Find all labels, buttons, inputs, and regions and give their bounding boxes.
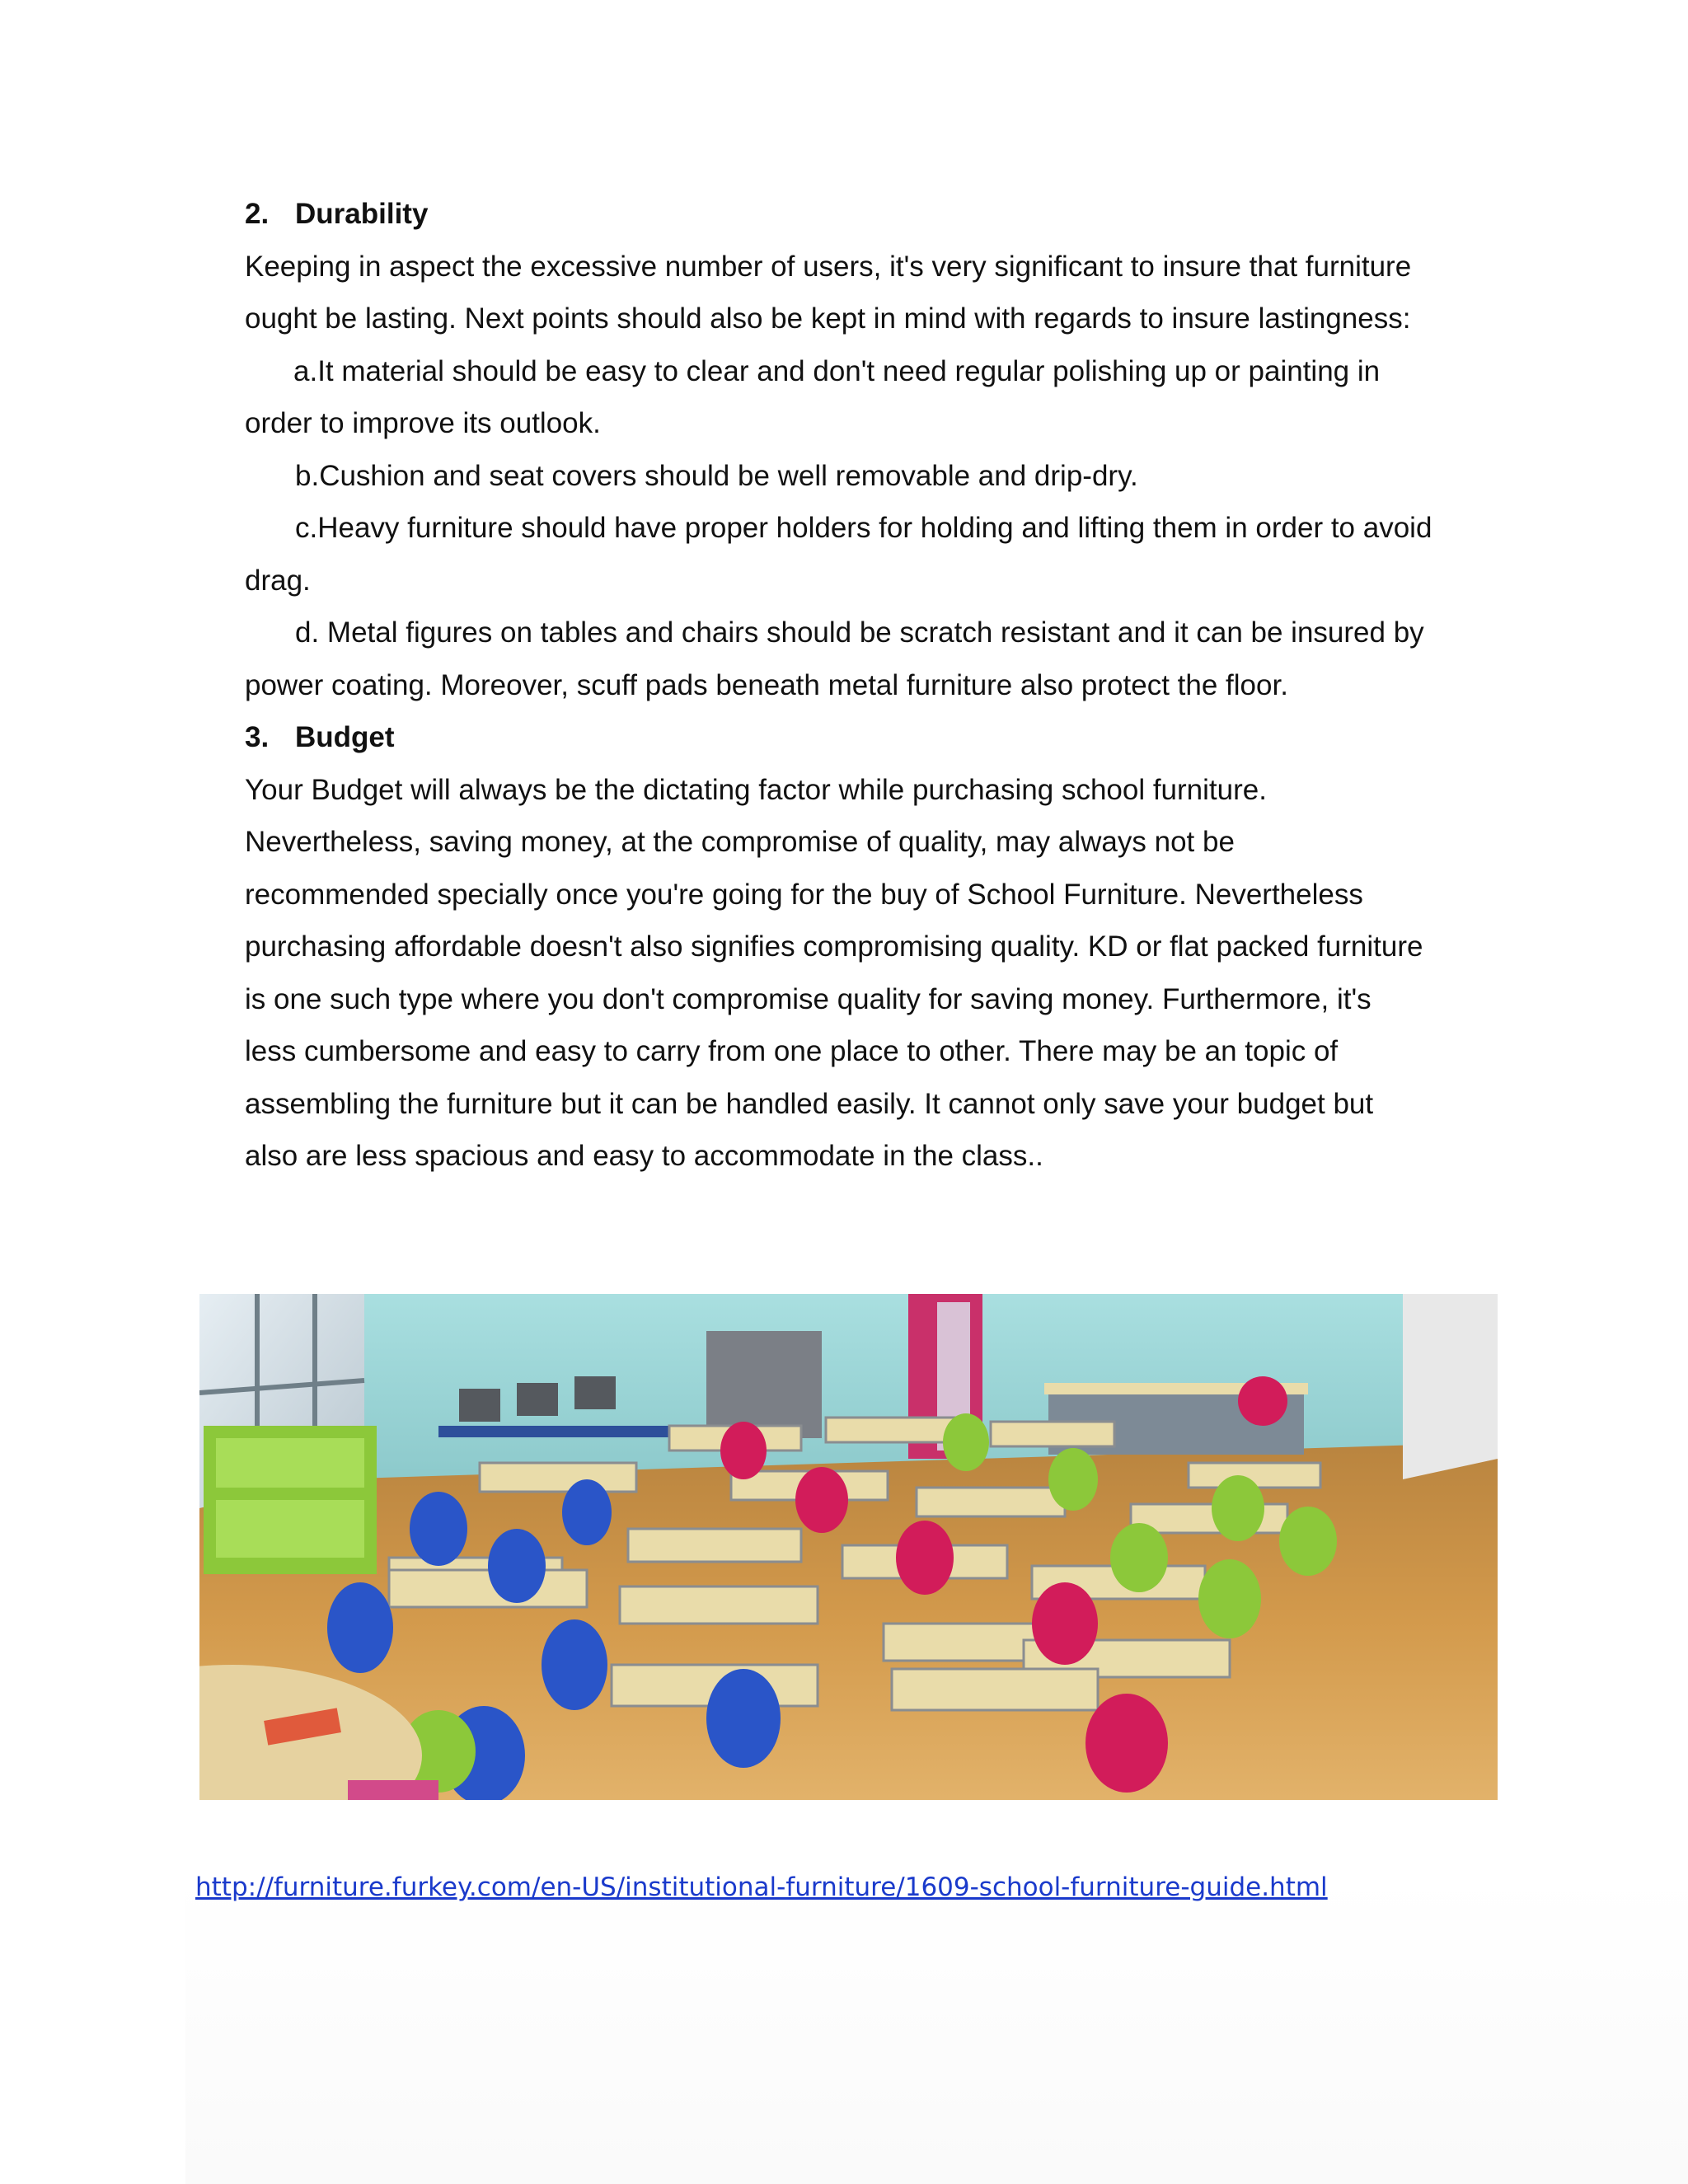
list-item-d: d. Metal figures on tables and chairs should be scratch resistant and it can be insured by (295, 616, 1424, 649)
book (348, 1780, 438, 1800)
section-heading-durability (245, 188, 1514, 241)
list-item-c: c.Heavy furniture should have proper holders for holding and lifting them in order to avoid (295, 512, 1432, 544)
classroom-photo (199, 1294, 1498, 1800)
section-title: Budget (295, 721, 395, 753)
page-background-shade (185, 1875, 1688, 2184)
source-url-link[interactable]: http://furniture.furkey.com/en-US/institutional-furniture/1609-school-furniture-guide.html (195, 1872, 1328, 1902)
room-divider (1403, 1294, 1498, 1479)
list-item-c-continued: drag. (245, 564, 311, 597)
paragraph-line: assembling the furniture but it can be handled easily. It cannot only save your budget but (245, 1087, 1374, 1120)
list-item-d-continued: power coating. Moreover, scuff pads beneath metal furniture also protect the floor. (245, 668, 1288, 701)
paragraph-line: less cumbersome and easy to carry from one place to other. There may be an topic of (245, 1035, 1339, 1067)
paragraph-line: Your Budget will always be the dictating factor while purchasing school furniture. (245, 773, 1267, 806)
document-body (245, 188, 1514, 1183)
paragraph-line: ought be lasting. Next points should also be kept in mind with regards to insure lastingness: (245, 302, 1411, 335)
book-cart-shelf (216, 1500, 364, 1558)
list-item-b: b.Cushion and seat covers should be well removable and drip-dry. (295, 459, 1138, 492)
paragraph-line: is one such type where you don't compromise quality for saving money. Furthermore, it's (245, 982, 1372, 1015)
section-heading-budget (245, 711, 1514, 764)
storage-cabinet (706, 1331, 822, 1438)
paragraph-line: Nevertheless, saving money, at the compromise of quality, may always not be (245, 826, 1235, 858)
classroom-illustration (199, 1294, 1498, 1800)
paragraph-line: recommended specially once you're going for the buy of School Furniture. Nevertheless (245, 878, 1363, 911)
section-title: Durability (295, 198, 429, 230)
computer-desk (438, 1426, 686, 1437)
list-item-a-continued: order to improve its outlook. (245, 407, 601, 439)
paragraph-line: purchasing affordable doesn't also signifies compromising quality. KD or flat packed furniture (245, 930, 1423, 963)
list-item-a: a.It material should be easy to clear and don't need regular polishing up or painting in (293, 354, 1381, 387)
section-number: 2. (245, 198, 270, 230)
paragraph-line: also are less spacious and easy to accommodate in the class.. (245, 1140, 1043, 1172)
paragraph-line: Keeping in aspect the excessive number of users, it's very significant to insure that furniture (245, 250, 1412, 283)
book-cart-shelf (216, 1438, 364, 1488)
section-number: 3. (245, 721, 270, 753)
